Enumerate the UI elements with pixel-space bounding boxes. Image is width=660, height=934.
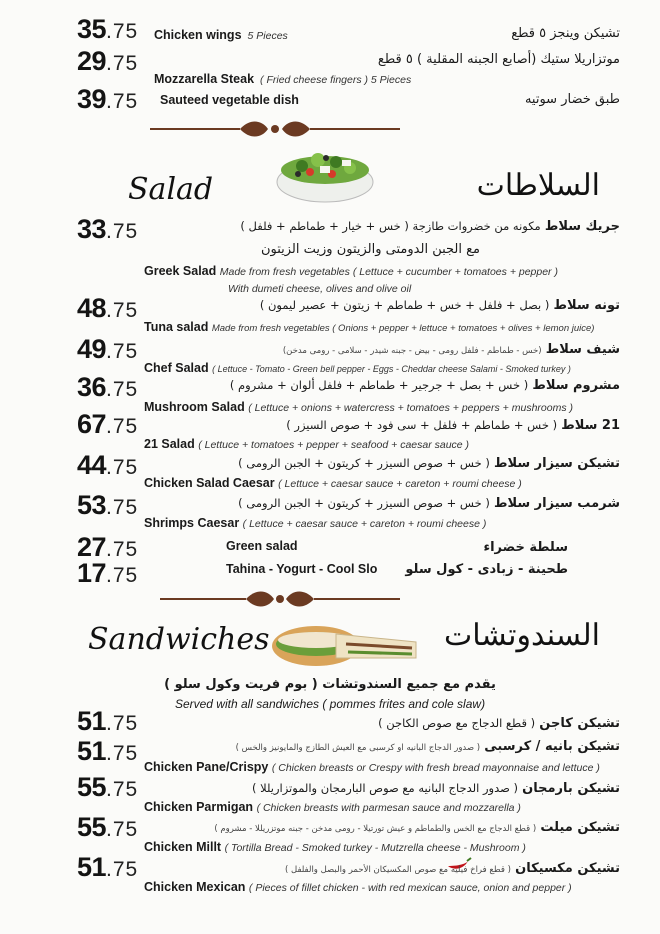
item-desc: Made from fresh vegetables ( Onions + pepper + lettuce + tomatoes + olives + lemon juice) — [211, 323, 595, 334]
item-name-en — [144, 400, 573, 414]
section-title-en: Sandwiches — [88, 622, 270, 657]
price-small: .75 — [106, 415, 139, 438]
price — [77, 812, 138, 840]
item-desc-ar: ( قطع الدجاج مع الخس والطماطم و عيش تورتيلا - رومى مدخن - جبنه موتزريللا - مشروم ) — [214, 824, 537, 834]
item-name-en — [144, 476, 522, 490]
item-title: Chicken Pane/Crispy — [144, 760, 269, 774]
price-small: .75 — [106, 858, 139, 881]
price-big: 55 — [77, 812, 107, 842]
item-title: Chicken Mexican — [144, 880, 246, 894]
price-small: .75 — [106, 818, 139, 841]
price-small: .75 — [106, 52, 139, 75]
item-name-en — [144, 800, 521, 814]
item-desc: ( Fried cheese fingers ) 5 Pieces — [260, 74, 412, 86]
flourish-ornament — [150, 118, 400, 140]
item-name-ar: تشيكن وينجز ٥ قطع — [511, 26, 620, 41]
price — [77, 532, 138, 560]
served-note-ar: يقدم مع جميع السندوتشات ( بوم فريت وكول سلو ) — [164, 677, 496, 692]
price-small: .75 — [106, 564, 139, 587]
item-desc-ar: (خس - طماطم - فلفل رومى - بيض - جبنه شيدر - سلامى - رومى مدخن) — [282, 346, 542, 356]
item-name-en — [144, 760, 600, 774]
item-name-ar — [260, 298, 620, 313]
item-name-en — [154, 72, 411, 86]
price-big: 35 — [77, 14, 107, 44]
item-name-en — [144, 264, 558, 278]
item-title-ar: تشيكن ميلت — [540, 820, 620, 835]
item-title: 21 Salad — [144, 437, 195, 451]
item-title: Chicken Millt — [144, 840, 222, 854]
price-big: 67 — [77, 409, 107, 439]
item-title: Tahina - Yogurt - Cool Slo — [226, 562, 378, 576]
item-title: Shrimps Caesar — [144, 516, 240, 530]
item-name-ar — [483, 540, 568, 555]
price-big: 55 — [77, 772, 107, 802]
flourish-ornament — [160, 588, 400, 610]
item-desc: Made from fresh vegetables ( Lettuce + cucumber + tomatoes + pepper ) — [219, 266, 558, 278]
price-big: 51 — [77, 706, 107, 736]
price-big: 44 — [77, 450, 107, 480]
item-desc: ( Lettuce + onions + watercress + tomatoes + peppers + mushrooms ) — [248, 402, 573, 414]
item-desc-ar: ( خس + صوص السيزر + كريتون + الجبن الرومى ) — [238, 456, 490, 470]
item-title-ar: 21 سلاط — [561, 418, 620, 433]
price — [77, 772, 138, 800]
price-small: .75 — [106, 90, 139, 113]
item-title-ar: تشيكن كاجن — [539, 716, 620, 731]
item-name-ar — [285, 861, 620, 876]
price — [77, 46, 138, 74]
item-title-ar: تونه سلاط — [553, 298, 620, 313]
item-name-en — [144, 880, 572, 894]
item-desc: With dumeti cheese, olives and olive oil — [228, 283, 412, 295]
item-title: Chicken wings — [154, 28, 242, 42]
price — [77, 84, 138, 112]
price-small: .75 — [106, 220, 139, 243]
item-name-en — [144, 840, 526, 854]
item-title: Greek Salad — [144, 264, 217, 278]
item-title-ar: سلطة خضراء — [483, 540, 568, 555]
price — [77, 409, 138, 437]
price-big: 53 — [77, 490, 107, 520]
salad-bowl-image — [270, 138, 380, 208]
item-title: Mozzarella Steak — [154, 72, 255, 86]
item-desc: ( Pieces of fillet chicken - with red mexican sauce, onion and pepper ) — [248, 882, 572, 894]
price-big: 27 — [77, 532, 107, 562]
item-desc-ar: ( بصل + فلفل + خس + طماطم + زيتون + عصير ليمون ) — [259, 298, 550, 312]
item-name-en — [226, 562, 377, 576]
item-desc: ( Chicken breasts or Crespy with fresh bread mayonnaise and lettuce ) — [271, 762, 600, 774]
item-title-ar: شيف سلاط — [545, 342, 620, 357]
item-name-ar: موتزاريلا ستيك (أصابع الجبنه المقلية ) ٥ قطع — [377, 52, 620, 67]
price-small: .75 — [106, 742, 139, 765]
item-title-ar: جريك سلاط — [544, 219, 620, 234]
item-desc: ( Lettuce + tomatoes + pepper + seafood + caesar sauce ) — [198, 439, 470, 451]
item-desc-ar: ( قطع الدجاج مع صوص الكاجن ) — [378, 716, 536, 730]
item-desc-ar: ( قطع فراخ فيليه مع صوص المكسيكان الأحمر والبصل والفلفل ) — [284, 865, 511, 875]
price-small: .75 — [106, 538, 139, 561]
item-desc-2 — [228, 281, 411, 295]
item-name-en — [144, 437, 469, 451]
price-big: 17 — [77, 558, 107, 588]
price-small: .75 — [106, 456, 139, 479]
price — [77, 293, 138, 321]
item-name-ar — [240, 219, 620, 234]
item-title-ar: شرمب سيزار سلاط — [493, 496, 620, 511]
price — [77, 706, 138, 734]
item-desc-ar: ( خس + صوص السيزر + كريتون + الجبن الرومى ) — [238, 496, 490, 510]
item-name-en — [226, 539, 298, 553]
item-desc: ( Tortilla Bread - Smoked turkey - Mutzrella cheese - Mushroom ) — [224, 842, 526, 854]
price-small: .75 — [106, 299, 139, 322]
price — [77, 490, 138, 518]
price-small: .75 — [106, 778, 139, 801]
item-desc-ar-2: مع الجبن الدومتى والزيتون وزيت الزيتون — [260, 242, 480, 257]
item-desc: ( Lettuce + caesar sauce + careton + roumi cheese ) — [242, 518, 487, 530]
item-title: Tuna salad — [144, 320, 209, 334]
item-name-ar — [238, 496, 620, 511]
item-title-ar: مشروم سلاط — [532, 378, 620, 393]
price-big: 51 — [77, 852, 107, 882]
item-title-ar: تشيكن بارمجان — [522, 781, 620, 796]
item-title-ar: تشيكن مكسيكان — [515, 861, 620, 876]
price — [77, 334, 138, 362]
price — [77, 852, 138, 880]
item-desc-ar: ( صدور الدجاج البانيه مع صوص البارمجان والموتزاريللا ) — [251, 781, 519, 795]
item-desc-ar: ( خس + بصل + جرجير + طماطم + فلفل ألوان + مشروم ) — [229, 378, 529, 392]
item-name-ar — [230, 378, 620, 393]
item-title: Mushroom Salad — [144, 400, 245, 414]
item-name-en — [144, 516, 486, 530]
price — [77, 558, 138, 586]
sandwich-image — [266, 614, 426, 670]
price-small: .75 — [106, 496, 139, 519]
price-small: .75 — [106, 378, 139, 401]
section-title-ar: السلاطات — [476, 168, 600, 203]
price — [77, 372, 138, 400]
item-desc-ar: مكونه من خضروات طازجة ( خس + خيار + طماطم + فلفل ) — [240, 219, 541, 233]
price-small: .75 — [106, 712, 139, 735]
item-name-en — [160, 93, 299, 107]
item-title: Sauteed vegetable dish — [160, 93, 299, 107]
price — [77, 450, 138, 478]
item-title: Chicken Salad Caesar — [144, 476, 275, 490]
price — [77, 14, 138, 42]
price-small: .75 — [106, 340, 139, 363]
item-name-ar — [286, 418, 620, 433]
price-small: .75 — [106, 20, 139, 43]
item-name-ar — [378, 716, 620, 731]
item-desc: ( Chicken breasts with parmesan sauce and mozzarella ) — [256, 802, 521, 814]
item-name-en — [144, 361, 571, 375]
item-title-ar: طحينة - زبادى - كول سلو — [405, 562, 568, 577]
section-title-en: Salad — [128, 172, 214, 207]
item-desc: ( Lettuce - Tomato - Green bell pepper - Eggs - Cheddar cheese Salami - Smoked turkey ) — [212, 364, 571, 374]
section-title-ar: السندوتشات — [443, 618, 600, 653]
price-big: 33 — [77, 214, 107, 244]
item-title-ar: تشيكن بانيه / كرسبى — [484, 739, 620, 754]
item-name-ar — [405, 562, 568, 577]
item-title: Green salad — [226, 539, 298, 553]
item-name-ar — [238, 456, 620, 471]
item-title: Chef Salad — [144, 361, 209, 375]
price-big: 36 — [77, 372, 107, 402]
served-note-en: Served with all sandwiches ( pommes frites and cole slaw) — [174, 697, 486, 711]
price-big: 49 — [77, 334, 107, 364]
item-desc: ( Lettuce + caesar sauce + careton + roumi cheese ) — [278, 478, 522, 490]
price — [77, 736, 138, 764]
item-name-ar — [252, 781, 620, 796]
item-title: Chicken Parmigan — [144, 800, 254, 814]
item-desc-ar: ( خس + طماطم + فلفل + سى فود + صوص السيزر ) — [286, 418, 558, 432]
item-name-ar: طبق خضار سوتيه — [524, 92, 620, 107]
item-name-en — [154, 28, 288, 42]
price-big: 29 — [77, 46, 107, 76]
item-title-ar: تشيكن سيزار سلاط — [493, 456, 620, 471]
item-name-en — [144, 320, 594, 334]
price — [77, 214, 138, 242]
price-big: 48 — [77, 293, 107, 323]
item-name-ar — [236, 739, 620, 754]
price-big: 39 — [77, 84, 107, 114]
item-name-ar — [283, 342, 620, 357]
item-desc: 5 Pieces — [247, 30, 288, 42]
price-big: 51 — [77, 736, 107, 766]
item-desc-ar: ( صدور الدجاج البانيه او كرسبى مع العيش الطازج والمايونيز والخس ) — [235, 743, 481, 753]
item-name-ar — [214, 820, 620, 835]
